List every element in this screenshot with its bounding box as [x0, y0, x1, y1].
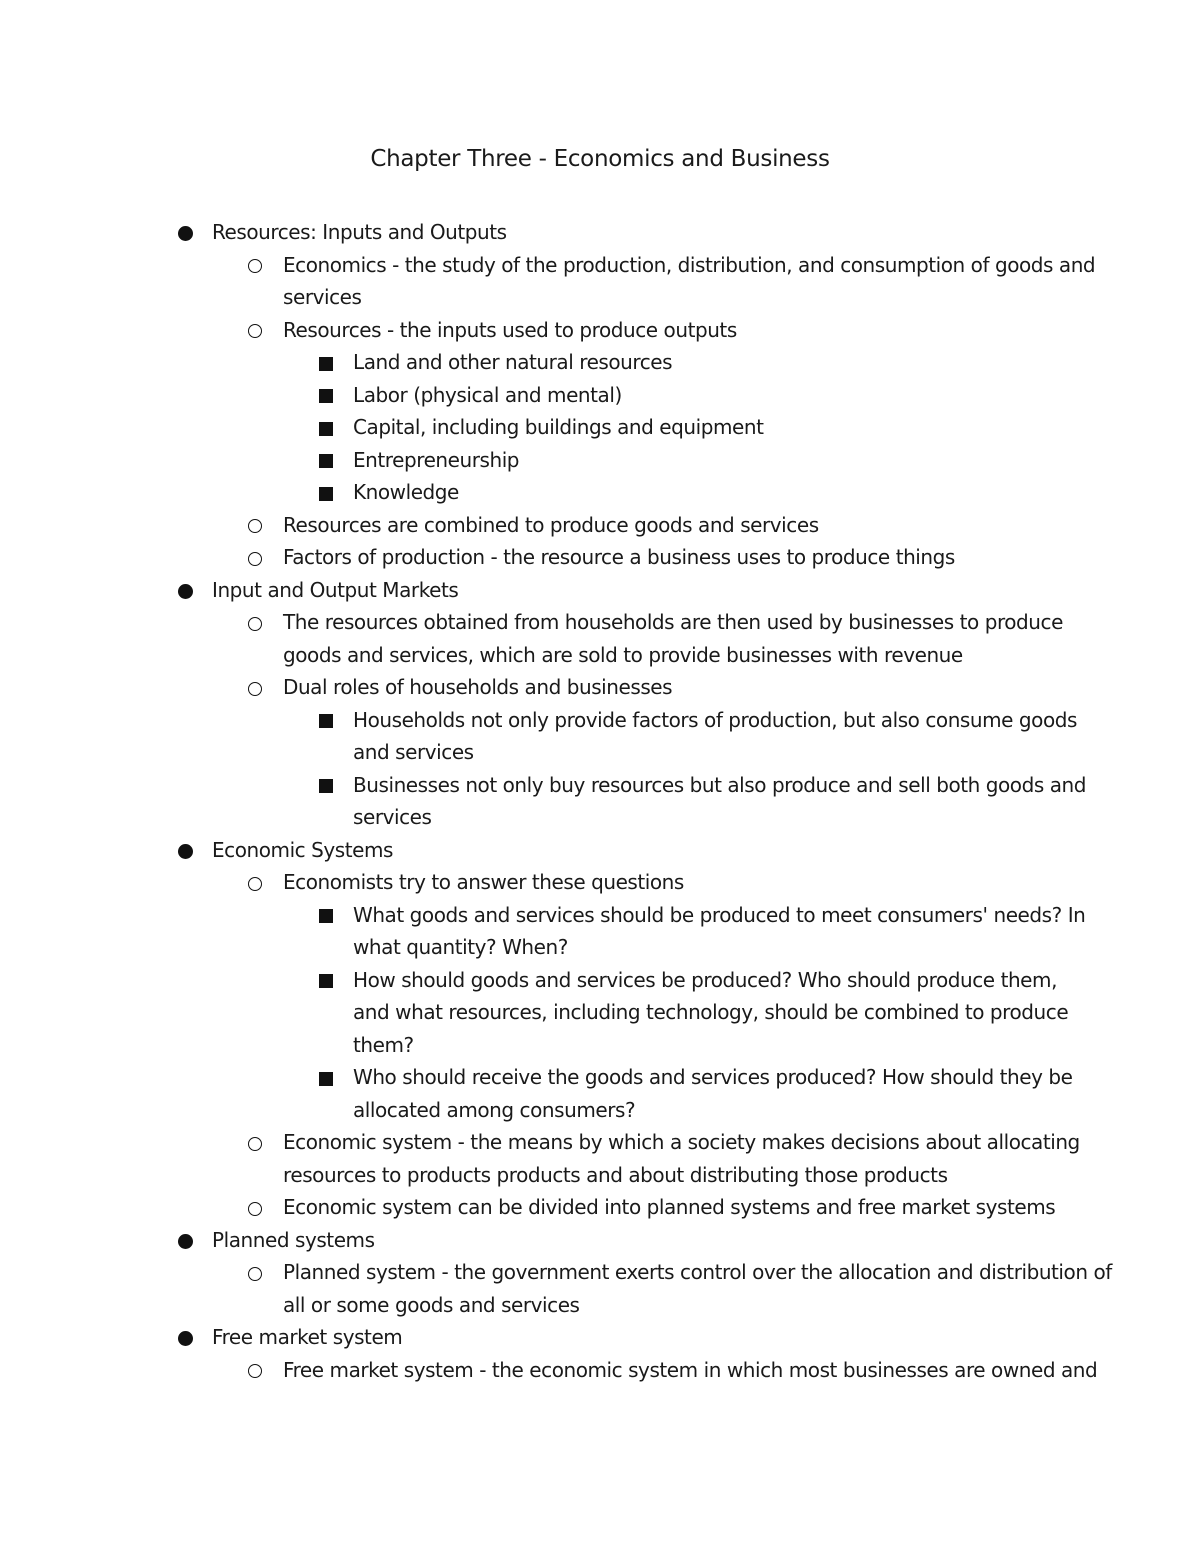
circle-bullet-icon — [246, 1354, 264, 1387]
square-bullet-icon — [317, 476, 335, 509]
outline-item-text: services — [353, 805, 432, 829]
outline-item-text: Businesses not only buy resources but also produce and sell both goods and — [353, 772, 1086, 797]
outline-item-level-3 — [0, 444, 1200, 477]
outline-item-text: resources to products products and about distributing those products — [283, 1162, 948, 1187]
outline-item-text: Capital, including buildings and equipment — [353, 415, 764, 439]
square-bullet-icon — [317, 1061, 335, 1094]
outline-item-text: Economic Systems — [212, 837, 393, 862]
outline-item-text: Economic system - the means by which a society makes decisions about allocating — [283, 1130, 1080, 1154]
circle-bullet-icon — [246, 1191, 264, 1224]
outline-item-text: all or some goods and services — [283, 1292, 580, 1317]
outline-item-text: Knowledge — [353, 480, 459, 504]
outline-item-level-1 — [0, 834, 1200, 867]
disc-bullet-icon — [176, 216, 194, 249]
outline-item-text: Entrepreneurship — [353, 447, 520, 472]
outline-item-text: Planned system - the government exerts control over the allocation and distribution of — [283, 1260, 1112, 1284]
outline-item-text: Households not only provide factors of production, but also consume goods — [353, 707, 1077, 732]
outline-item-level-1 — [0, 1224, 1200, 1257]
outline-item-level-3 — [0, 964, 1200, 1062]
outline-item-level-2 — [0, 866, 1200, 899]
outline-item-text: Resources are combined to produce goods and services — [283, 512, 819, 537]
outline-item-level-2 — [0, 671, 1200, 704]
outline-item-text: Economists try to answer these questions — [283, 870, 684, 894]
outline-item-text: Dual roles of households and businesses — [283, 675, 673, 699]
outline-item-text: Resources - the inputs used to produce outputs — [283, 317, 737, 342]
outline-item-text: Factors of production - the resource a business uses to produce things — [283, 545, 955, 569]
disc-bullet-icon — [176, 574, 194, 607]
outline-item-text: Labor (physical and mental) — [353, 382, 622, 407]
outline-item-text: What goods and services should be produced to meet consumers' needs? In — [353, 902, 1086, 927]
outline-item-text: Economics - the study of the production, distribution, and consumption of goods and — [283, 252, 1096, 277]
square-bullet-icon — [317, 411, 335, 444]
outline-item-text: allocated among consumers? — [353, 1097, 636, 1122]
circle-bullet-icon — [246, 866, 264, 899]
square-bullet-icon — [317, 899, 335, 932]
outline-item-level-3 — [0, 411, 1200, 444]
outline-item-level-2 — [0, 606, 1200, 671]
square-bullet-icon — [317, 379, 335, 412]
outline-item-level-2 — [0, 1126, 1200, 1191]
outline-item-text: How should goods and services be produced? Who should produce them, — [353, 967, 1057, 992]
circle-bullet-icon — [246, 541, 264, 574]
outline-item-level-3 — [0, 769, 1200, 834]
outline-item-level-1 — [0, 1321, 1200, 1354]
circle-bullet-icon — [246, 509, 264, 542]
outline-item-level-1 — [0, 216, 1200, 249]
outline-item-level-3 — [0, 1061, 1200, 1126]
square-bullet-icon — [317, 444, 335, 477]
circle-bullet-icon — [246, 1256, 264, 1289]
outline-item-level-2 — [0, 1354, 1200, 1387]
circle-bullet-icon — [246, 314, 264, 347]
circle-bullet-icon — [246, 249, 264, 282]
outline-item-level-2 — [0, 314, 1200, 347]
disc-bullet-icon — [176, 834, 194, 867]
outline-item-level-3 — [0, 476, 1200, 509]
outline-item-text: Who should receive the goods and services produced? How should they be — [353, 1065, 1073, 1089]
outline-item-text: Free market system — [212, 1325, 403, 1349]
outline-item-level-2 — [0, 1256, 1200, 1321]
outline-item-text: what quantity? When? — [353, 935, 568, 959]
square-bullet-icon — [317, 769, 335, 802]
outline-item-text: them? — [353, 1032, 414, 1057]
circle-bullet-icon — [246, 1126, 264, 1159]
disc-bullet-icon — [176, 1321, 194, 1354]
circle-bullet-icon — [246, 606, 264, 639]
outline-item-text: services — [283, 285, 362, 309]
page-title: Chapter Three - Economics and Business — [370, 146, 830, 172]
square-bullet-icon — [317, 964, 335, 997]
outline-item-level-2 — [0, 509, 1200, 542]
outline-item-level-3 — [0, 704, 1200, 769]
outline-item-level-1 — [0, 574, 1200, 607]
square-bullet-icon — [317, 704, 335, 737]
circle-bullet-icon — [246, 671, 264, 704]
outline-item-text: goods and services, which are sold to provide businesses with revenue — [283, 642, 963, 667]
outline-item-level-2 — [0, 541, 1200, 574]
outline-item-level-2 — [0, 249, 1200, 314]
outline-item-level-3 — [0, 379, 1200, 412]
outline-item-text: and what resources, including technology, should be combined to produce — [353, 1000, 1069, 1024]
outline-item-level-3 — [0, 346, 1200, 379]
outline-item-text: Economic system can be divided into planned systems and free market systems — [283, 1195, 1056, 1219]
outline-list — [0, 216, 1200, 1386]
outline-item-text: and services — [353, 740, 474, 764]
outline-item-text: Input and Output Markets — [212, 577, 459, 602]
outline-item-level-2 — [0, 1191, 1200, 1224]
outline-item-text: Planned systems — [212, 1227, 375, 1252]
outline-item-text: The resources obtained from households are then used by businesses to produce — [283, 610, 1063, 634]
outline-item-text: Land and other natural resources — [353, 350, 673, 374]
outline-item-text: Resources: Inputs and Outputs — [212, 220, 507, 244]
square-bullet-icon — [317, 346, 335, 379]
disc-bullet-icon — [176, 1224, 194, 1257]
outline-item-text: Free market system - the economic system in which most businesses are owned and — [283, 1357, 1098, 1382]
outline-item-level-3 — [0, 899, 1200, 964]
